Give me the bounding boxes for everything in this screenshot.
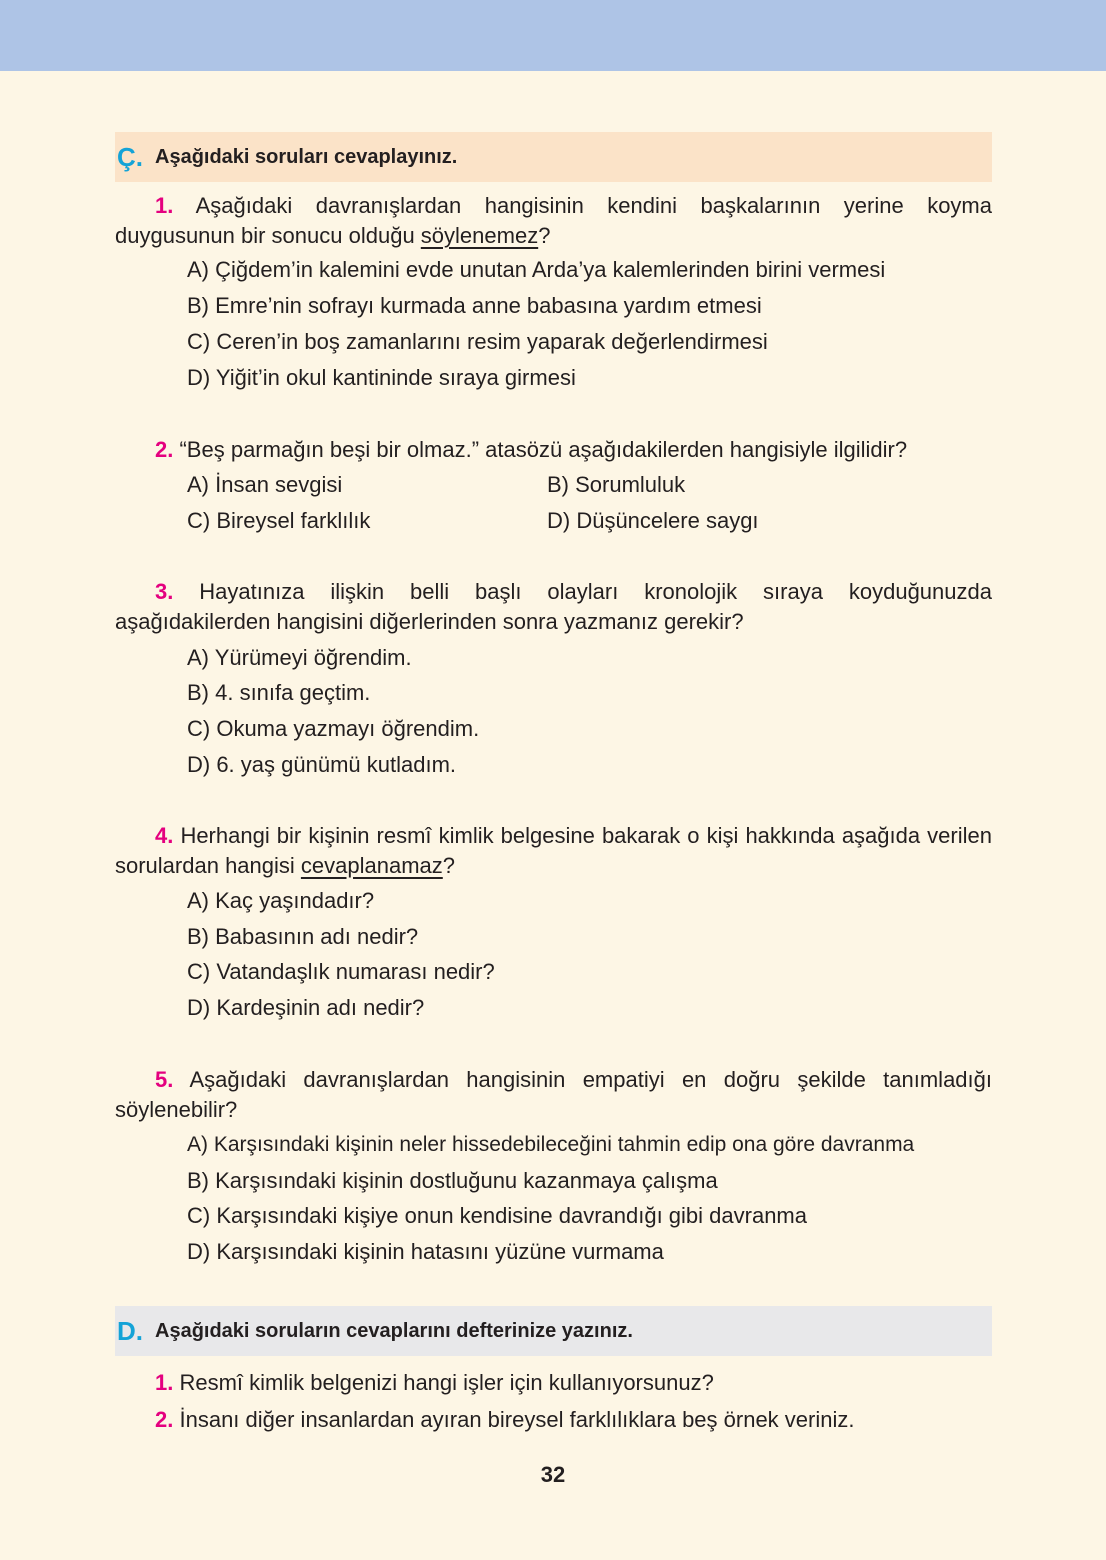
q3-option-d: D) 6. yaş günümü kutladım.	[187, 752, 457, 777]
top-color-band	[0, 0, 1106, 71]
section-c-title: Aşağıdaki soruları cevaplayınız.	[155, 145, 458, 168]
section-d-header	[115, 1306, 992, 1356]
section-d-letter: D.	[117, 1315, 143, 1346]
question-3-number: 3.	[155, 579, 174, 604]
question-5	[115, 1065, 992, 1125]
q5-option-d: D) Karşısındaki kişinin hatasını yüzüne vurmama	[187, 1239, 664, 1264]
question-4-text: Herhangi bir kişinin resmî kimlik belgesine bakarak o kişi hakkında aşağıda verilen sorulardan hangisi	[115, 823, 992, 878]
q2-option-a: A) İnsan sevgisi	[187, 472, 343, 497]
question-1-underlined: söylenemez	[420, 223, 539, 248]
page-number: 32	[540, 1462, 566, 1487]
q5-option-b: B) Karşısındaki kişinin dostluğunu kazanmaya çalışma	[187, 1168, 718, 1193]
question-2-text: “Beş parmağın beşi bir olmaz.” atasözü aşağıdakilerden hangisiyle ilgilidir?	[179, 437, 908, 462]
section-d-item-2-number: 2.	[155, 1407, 174, 1432]
q2-option-b: B) Sorumluluk	[547, 472, 686, 497]
section-c-letter: Ç.	[117, 141, 143, 172]
section-c-header	[115, 132, 992, 182]
question-4-number: 4.	[155, 823, 174, 848]
question-5-text: Aşağıdaki davranışlardan hangisinin empatiyi en doğru şekilde tanımladığı söylenebilir?	[115, 1067, 992, 1122]
question-1-text: Aşağıdaki davranışlardan hangisinin kendini başkalarının yerine koyma duygusunun bir sonucu olduğu	[115, 193, 992, 248]
question-2	[115, 435, 992, 465]
q4-option-a: A) Kaç yaşındadır?	[187, 888, 375, 913]
section-d-item-1-number: 1.	[155, 1370, 174, 1395]
q3-option-b: B) 4. sınıfa geçtim.	[187, 680, 371, 705]
q1-option-b: B) Emre’nin sofrayı kurmada anne babasına yardım etmesi	[187, 293, 762, 318]
q3-option-a: A) Yürümeyi öğrendim.	[187, 645, 412, 670]
q2-option-d: D) Düşüncelere saygı	[547, 508, 759, 533]
section-d-item-1-text: Resmî kimlik belgenizi hangi işler için kullanıyorsunuz?	[179, 1370, 714, 1395]
q5-option-a: A) Karşısındaki kişinin neler hissedebileceğini tahmin edip ona göre davranma	[187, 1133, 915, 1156]
section-d-item-2	[115, 1405, 992, 1435]
q1-option-a: A) Çiğdem’in kalemini evde unutan Arda’ya kalemlerinden birini vermesi	[187, 257, 886, 282]
q5-option-c: C) Karşısındaki kişiye onun kendisine davrandığı gibi davranma	[187, 1203, 807, 1228]
q1-option-d: D) Yiğit’in okul kantininde sıraya girmesi	[187, 365, 576, 390]
section-d-item-2-text: İnsanı diğer insanlardan ayıran bireysel farklılıklara beş örnek veriniz.	[179, 1407, 855, 1432]
q4-option-c: C) Vatandaşlık numarası nedir?	[187, 959, 495, 984]
question-4-qmark: ?	[442, 853, 456, 878]
question-3-text: Hayatınıza ilişkin belli başlı olayları kronolojik sıraya koyduğunuzda aşağıdakilerden hangisini diğerlerinden sonra yazmanız gerekir?	[115, 579, 992, 634]
question-5-number: 5.	[155, 1067, 174, 1092]
section-d-item-1	[115, 1368, 992, 1398]
question-4-underlined: cevaplanamaz	[300, 853, 443, 878]
question-4	[115, 821, 992, 881]
q3-option-c: C) Okuma yazmayı öğrendim.	[187, 716, 480, 741]
question-1-number: 1.	[155, 193, 174, 218]
q2-option-c: C) Bireysel farklılık	[187, 508, 371, 533]
q4-option-b: B) Babasının adı nedir?	[187, 924, 419, 949]
question-3	[115, 577, 992, 637]
section-d-title: Aşağıdaki soruların cevaplarını defterinize yazınız.	[155, 1319, 633, 1342]
question-2-number: 2.	[155, 437, 174, 462]
q1-option-c: C) Ceren’in boş zamanlarını resim yaparak değerlendirmesi	[187, 329, 768, 354]
q4-option-d: D) Kardeşinin adı nedir?	[187, 995, 425, 1020]
question-1	[115, 191, 992, 251]
question-1-qmark: ?	[538, 223, 551, 248]
